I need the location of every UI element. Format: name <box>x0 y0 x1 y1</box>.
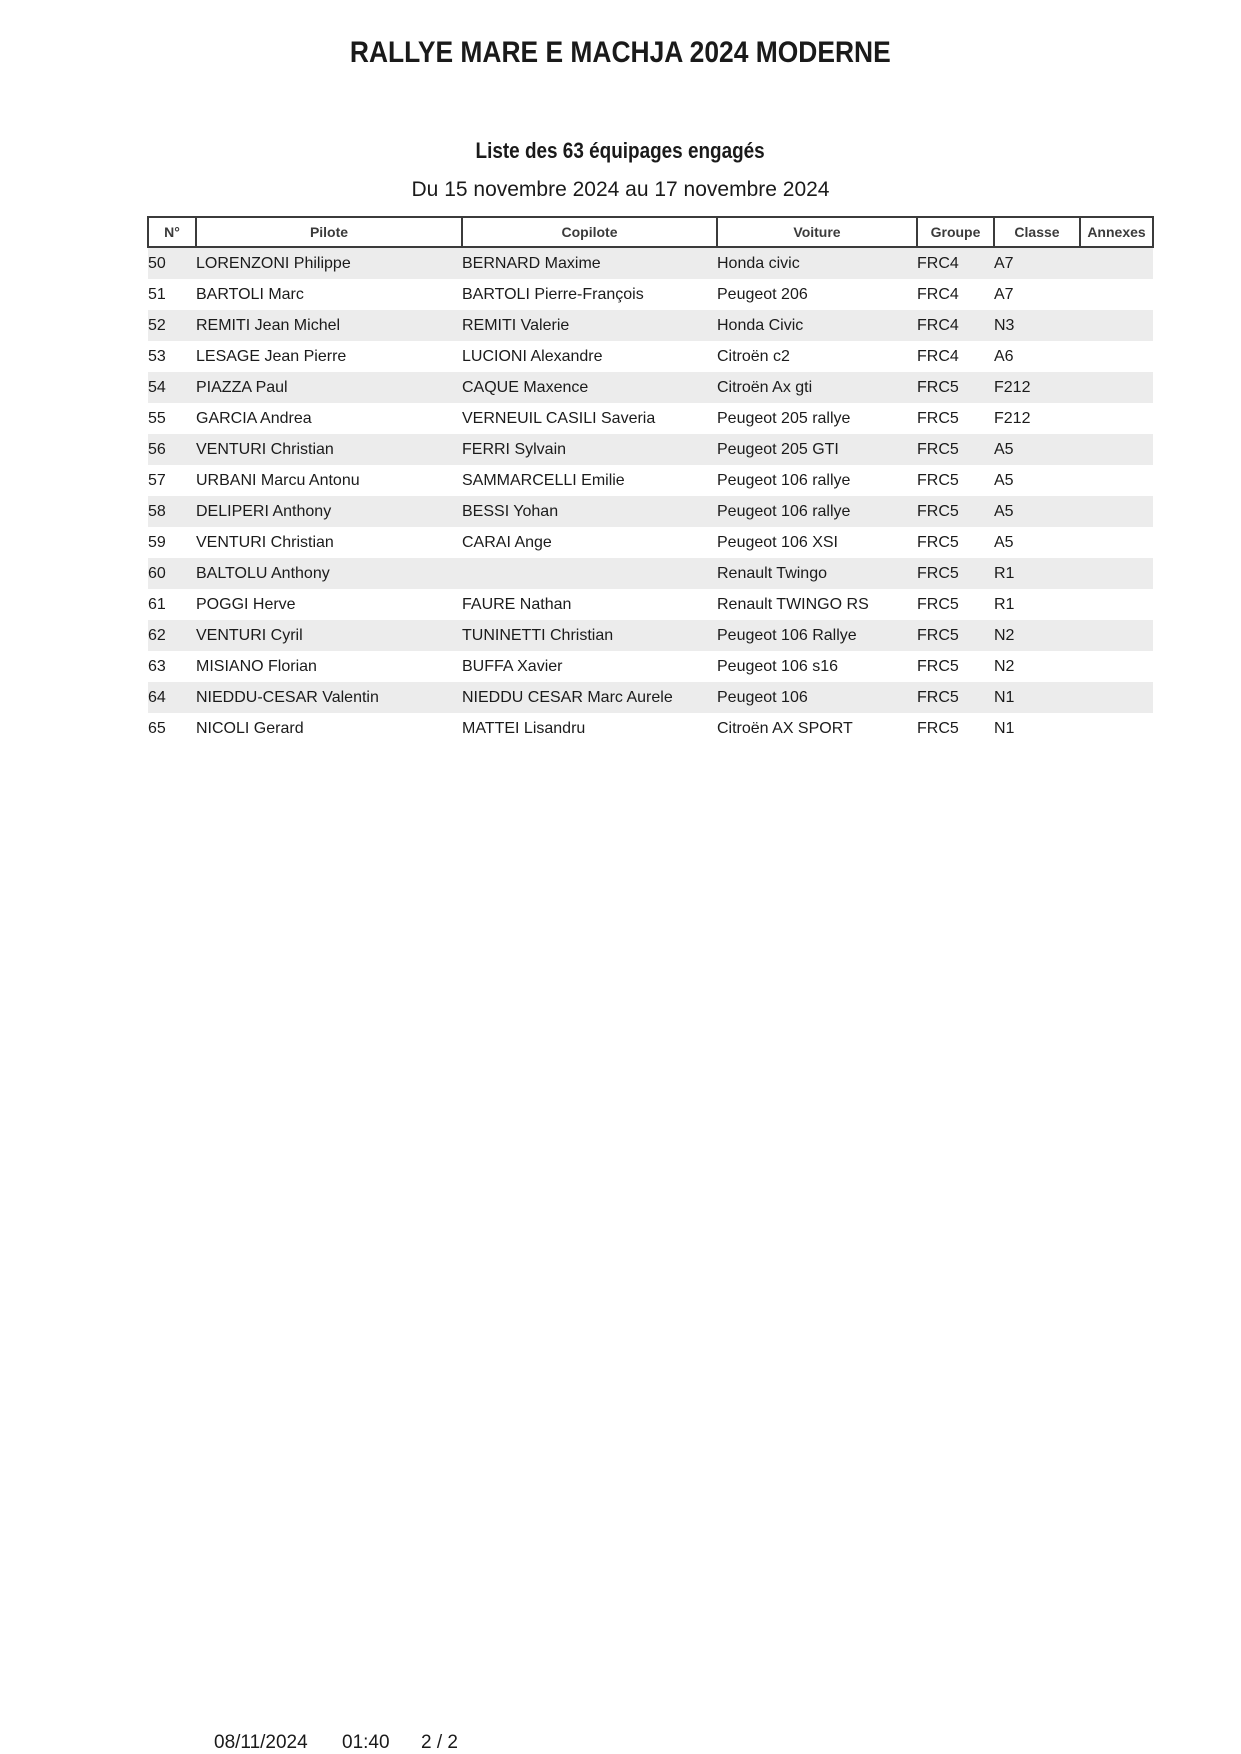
table-row <box>148 620 1153 651</box>
column-header-classe: Classe <box>994 217 1080 247</box>
date-range: Du 15 novembre 2024 au 17 novembre 2024 <box>411 178 830 201</box>
cell-voiture: Peugeot 106 s16 <box>717 657 838 675</box>
cell-voiture: Peugeot 206 <box>717 285 808 303</box>
cell-groupe: FRC4 <box>917 347 959 365</box>
cell-annexes <box>1080 651 1153 682</box>
table-row <box>148 682 1153 713</box>
cell-annexes <box>1080 341 1153 372</box>
column-header-groupe: Groupe <box>917 217 994 247</box>
table-row <box>148 434 1153 465</box>
cell-voiture: Peugeot 106 XSI <box>717 533 838 551</box>
cell-pilote: VENTURI Christian <box>196 440 334 458</box>
table-row <box>148 341 1153 372</box>
table-row <box>148 589 1153 620</box>
cell-num: 65 <box>148 719 166 737</box>
cell-classe: N2 <box>994 626 1015 644</box>
cell-voiture: Renault Twingo <box>717 564 827 582</box>
cell-num: 50 <box>148 254 166 272</box>
cell-pilote: LESAGE Jean Pierre <box>196 347 347 365</box>
cell-annexes <box>1080 279 1153 310</box>
footer-date: 08/11/2024 <box>214 1732 308 1753</box>
cell-classe: R1 <box>994 564 1015 582</box>
cell-annexes <box>1080 310 1153 341</box>
cell-classe: F212 <box>994 409 1031 427</box>
cell-classe: A7 <box>994 285 1014 303</box>
cell-copilote: MATTEI Lisandru <box>462 719 586 737</box>
table-row <box>148 279 1153 310</box>
cell-copilote: SAMMARCELLI Emilie <box>462 471 625 489</box>
cell-copilote: REMITI Valerie <box>462 316 570 334</box>
cell-copilote: BUFFA Xavier <box>462 657 563 675</box>
column-header-voiture: Voiture <box>717 217 917 247</box>
cell-num: 63 <box>148 657 166 675</box>
cell-num: 52 <box>148 316 166 334</box>
cell-num: 64 <box>148 688 166 706</box>
cell-num: 59 <box>148 533 166 551</box>
table-row <box>148 372 1153 403</box>
cell-pilote: URBANI Marcu Antonu <box>196 471 360 489</box>
cell-copilote: CARAI Ange <box>462 533 552 551</box>
column-header-annexes: Annexes <box>1080 217 1153 247</box>
cell-pilote: VENTURI Cyril <box>196 626 303 644</box>
cell-groupe: FRC5 <box>917 440 959 458</box>
cell-classe: A5 <box>994 440 1014 458</box>
cell-num: 55 <box>148 409 166 427</box>
table-row <box>148 651 1153 682</box>
cell-groupe: FRC5 <box>917 688 959 706</box>
cell-annexes <box>1080 372 1153 403</box>
cell-voiture: Honda Civic <box>717 316 804 334</box>
cell-copilote: BESSI Yohan <box>462 502 559 520</box>
cell-pilote: NIEDDU-CESAR Valentin <box>196 688 379 706</box>
column-header-copilote: Copilote <box>462 217 717 247</box>
cell-classe: F212 <box>994 378 1031 396</box>
column-header-num: N° <box>148 217 196 247</box>
cell-pilote: POGGI Herve <box>196 595 296 613</box>
page-title-text: RALLYE MARE E MACHJA 2024 MODERNE <box>350 36 891 69</box>
cell-groupe: FRC5 <box>917 626 959 644</box>
cell-copilote: BERNARD Maxime <box>462 254 601 272</box>
cell-groupe: FRC5 <box>917 502 959 520</box>
cell-num: 56 <box>148 440 166 458</box>
cell-copilote: VERNEUIL CASILI Saveria <box>462 409 656 427</box>
cell-voiture: Peugeot 205 rallye <box>717 409 851 427</box>
table-row <box>148 403 1153 434</box>
table-row <box>148 496 1153 527</box>
cell-copilote: FAURE Nathan <box>462 595 572 613</box>
cell-classe: A5 <box>994 471 1014 489</box>
cell-groupe: FRC5 <box>917 378 959 396</box>
cell-copilote <box>462 558 717 589</box>
cell-classe: R1 <box>994 595 1015 613</box>
cell-voiture: Renault TWINGO RS <box>717 595 869 613</box>
cell-num: 51 <box>148 285 166 303</box>
table-row <box>148 465 1153 496</box>
cell-annexes <box>1080 465 1153 496</box>
cell-groupe: FRC5 <box>917 533 959 551</box>
cell-annexes <box>1080 682 1153 713</box>
cell-groupe: FRC4 <box>917 254 959 272</box>
cell-num: 62 <box>148 626 166 644</box>
cell-pilote: VENTURI Christian <box>196 533 334 551</box>
cell-groupe: FRC5 <box>917 719 959 737</box>
cell-pilote: BALTOLU Anthony <box>196 564 330 582</box>
cell-groupe: FRC5 <box>917 471 959 489</box>
cell-groupe: FRC4 <box>917 316 959 334</box>
cell-pilote: NICOLI Gerard <box>196 719 304 737</box>
list-title <box>0 138 1241 164</box>
table-body <box>148 247 1153 744</box>
cell-copilote: CAQUE Maxence <box>462 378 589 396</box>
cell-num: 60 <box>148 564 166 582</box>
cell-classe: A5 <box>994 533 1014 551</box>
cell-annexes <box>1080 434 1153 465</box>
entry-table <box>147 216 1154 744</box>
cell-classe: N2 <box>994 657 1015 675</box>
cell-classe: A7 <box>994 254 1014 272</box>
cell-annexes <box>1080 527 1153 558</box>
table-row <box>148 558 1153 589</box>
cell-groupe: FRC5 <box>917 595 959 613</box>
cell-annexes <box>1080 247 1153 279</box>
list-title-text: Liste des 63 équipages engagés <box>475 138 766 163</box>
cell-annexes <box>1080 403 1153 434</box>
cell-annexes <box>1080 713 1153 744</box>
cell-classe: N1 <box>994 688 1015 706</box>
cell-groupe: FRC4 <box>917 285 959 303</box>
cell-voiture: Citroën AX SPORT <box>717 719 853 737</box>
cell-pilote: PIAZZA Paul <box>196 378 288 396</box>
cell-num: 53 <box>148 347 166 365</box>
cell-annexes <box>1080 558 1153 589</box>
cell-num: 57 <box>148 471 166 489</box>
cell-classe: N1 <box>994 719 1015 737</box>
table-row <box>148 247 1153 279</box>
cell-pilote: BARTOLI Marc <box>196 285 304 303</box>
cell-pilote: LORENZONI Philippe <box>196 254 351 272</box>
cell-classe: A6 <box>994 347 1014 365</box>
cell-voiture: Peugeot 205 GTI <box>717 440 839 458</box>
cell-pilote: REMITI Jean Michel <box>196 316 341 334</box>
cell-voiture: Peugeot 106 Rallye <box>717 626 857 644</box>
table-header <box>148 217 1153 247</box>
table-row <box>148 527 1153 558</box>
cell-annexes <box>1080 620 1153 651</box>
cell-classe: N3 <box>994 316 1015 334</box>
cell-copilote: LUCIONI Alexandre <box>462 347 603 365</box>
cell-copilote: TUNINETTI Christian <box>462 626 614 644</box>
cell-voiture: Citroën Ax gti <box>717 378 813 396</box>
cell-annexes <box>1080 496 1153 527</box>
cell-voiture: Citroën c2 <box>717 347 790 365</box>
cell-copilote: BARTOLI Pierre-François <box>462 285 644 303</box>
cell-groupe: FRC5 <box>917 657 959 675</box>
cell-pilote: MISIANO Florian <box>196 657 317 675</box>
column-header-pilote: Pilote <box>196 217 462 247</box>
cell-classe: A5 <box>994 502 1014 520</box>
cell-num: 61 <box>148 595 166 613</box>
page-title <box>0 36 1241 70</box>
cell-copilote: NIEDDU CESAR Marc Aurele <box>462 688 673 706</box>
cell-pilote: GARCIA Andrea <box>196 409 312 427</box>
table-row <box>148 713 1153 744</box>
cell-num: 54 <box>148 378 166 396</box>
cell-pilote: DELIPERI Anthony <box>196 502 332 520</box>
cell-num: 58 <box>148 502 166 520</box>
cell-voiture: Peugeot 106 <box>717 688 808 706</box>
cell-copilote: FERRI Sylvain <box>462 440 567 458</box>
footer-page-number: 2 / 2 <box>421 1732 458 1753</box>
cell-voiture: Peugeot 106 rallye <box>717 471 851 489</box>
cell-voiture: Honda civic <box>717 254 800 272</box>
cell-voiture: Peugeot 106 rallye <box>717 502 851 520</box>
table-row <box>148 310 1153 341</box>
cell-groupe: FRC5 <box>917 409 959 427</box>
cell-annexes <box>1080 589 1153 620</box>
table-header-row <box>148 217 1153 247</box>
cell-groupe: FRC5 <box>917 564 959 582</box>
footer-time: 01:40 <box>342 1732 390 1753</box>
